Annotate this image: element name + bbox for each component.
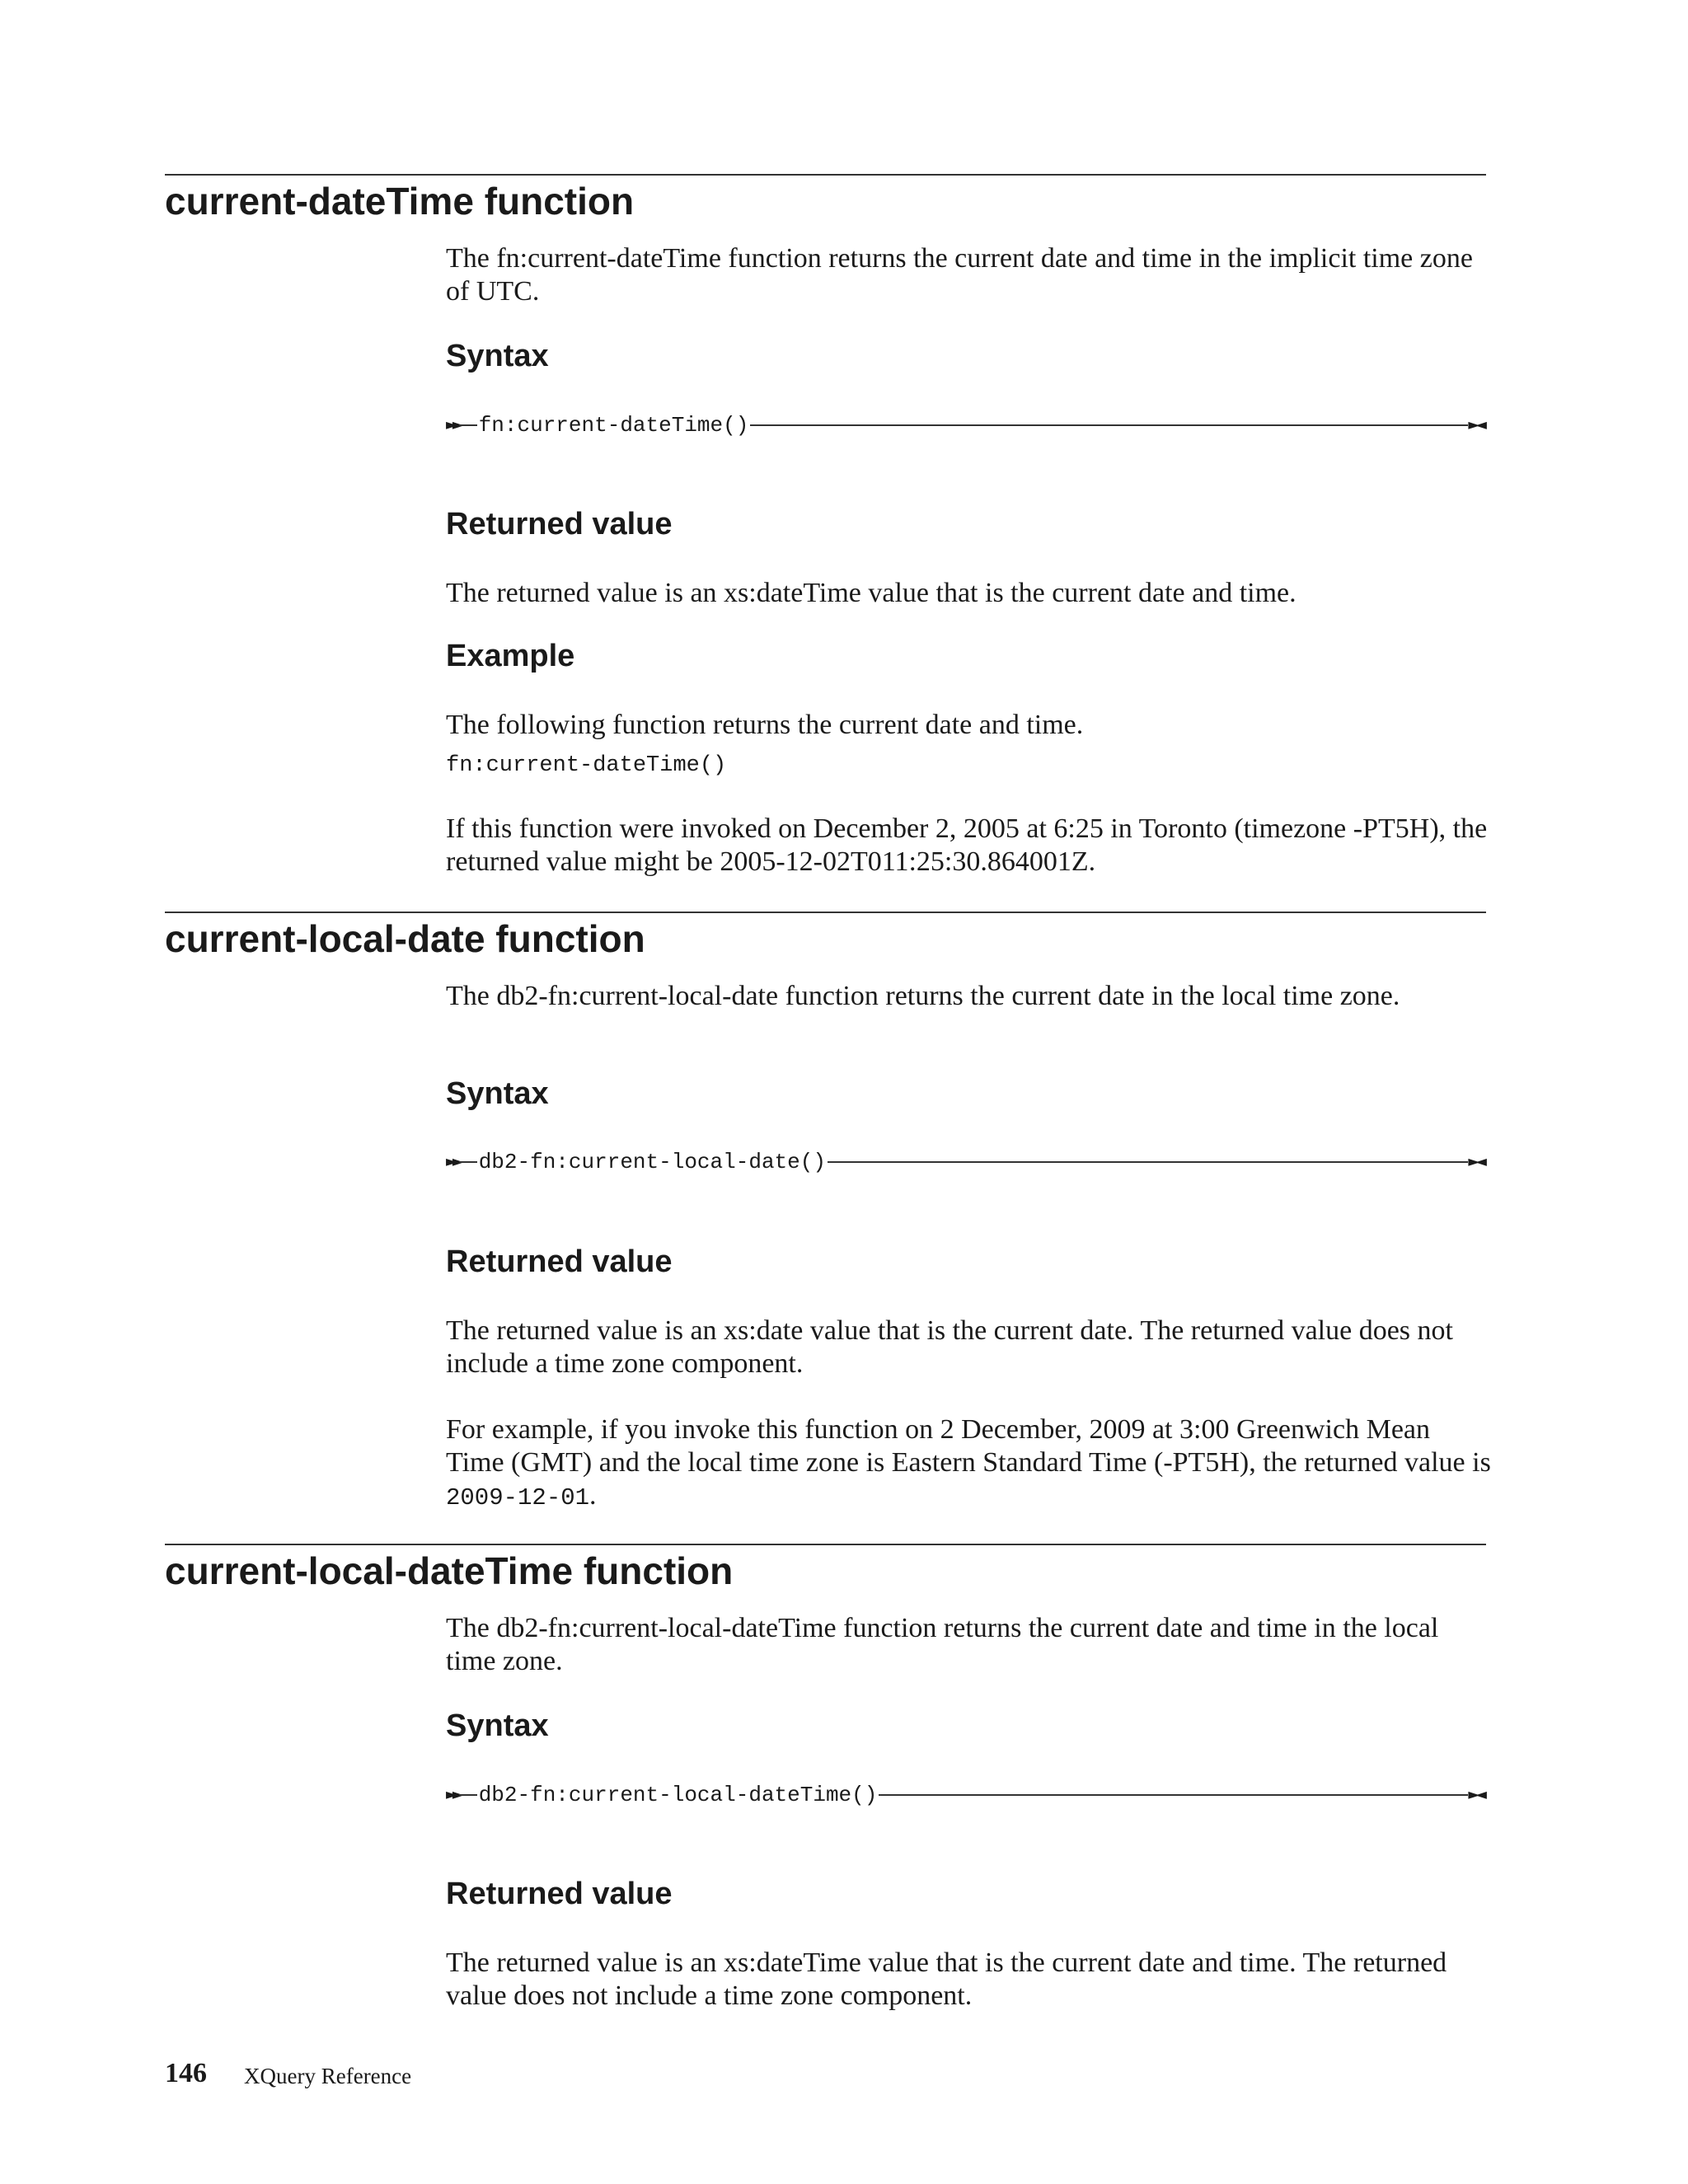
syntax-line [750,424,1468,426]
syntax-end-arrow: ►◄ [1468,416,1483,434]
syntax-function: fn:current-dateTime() [478,413,749,438]
returned-value-text: The returned value is an xs:dateTime value that is the current date and time. [446,578,1296,608]
section-intro: The db2-fn:current-local-dateTime function returns the current date and time in the local time zone. [446,1613,1439,1676]
syntax-line [459,1794,477,1796]
section-intro: The fn:current-dateTime function returns the current date and time in the implicit time zone of UTC. [446,243,1473,307]
syntax-end-arrow: ►◄ [1468,1786,1483,1803]
syntax-heading: Syntax [446,1076,549,1111]
section-title: current-local-dateTime function [165,1549,734,1592]
section-divider [165,174,1486,176]
section-title: current-dateTime function [165,180,635,223]
example-code: fn:current-dateTime() [446,753,727,778]
example-heading: Example [446,639,575,673]
returned-value-text: The returned value is an xs:date value that is the current date. The returned value does not include a time zone component. [446,1315,1453,1379]
syntax-line [879,1794,1468,1796]
book-title: XQuery Reference [244,2064,412,2088]
example-text [446,1413,1493,1515]
example-result: If this function were invoked on December 2, 2005 at 6:25 in Toronto (timezone -PT5H), the returned value might be 2005-12-02T011:25:30.864001Z. [446,813,1488,877]
section-divider [165,912,1486,913]
syntax-line [459,424,477,426]
returned-value-heading: Returned value [446,1877,673,1911]
syntax-heading: Syntax [446,1708,549,1743]
example-value: 2009-12-01 [446,1484,590,1511]
syntax-line [828,1161,1468,1163]
syntax-start-arrow: ►► [446,1153,459,1170]
example-text-suffix: . [589,1480,597,1511]
syntax-start-arrow: ►► [446,1786,459,1803]
returned-value-heading: Returned value [446,507,673,541]
syntax-line [459,1161,477,1163]
syntax-end-arrow: ►◄ [1468,1153,1483,1170]
syntax-diagram [446,1781,1488,1809]
syntax-diagram [446,1148,1488,1176]
returned-value-text: The returned value is an xs:dateTime value that is the current date and time. The returned value does not include a time zone component. [446,1947,1447,2011]
syntax-function: db2-fn:current-local-date() [478,1150,826,1174]
section-divider [165,1544,1486,1545]
section-intro: The db2-fn:current-local-date function returns the current date in the local time zone. [446,981,1400,1011]
returned-value-heading: Returned value [446,1244,673,1279]
syntax-function: db2-fn:current-local-dateTime() [478,1783,878,1807]
page-number: 146 [165,2058,207,2088]
syntax-heading: Syntax [446,339,549,373]
section-title: current-local-date function [165,917,645,960]
example-text-prefix: For example, if you invoke this function on 2 December, 2009 at 3:00 Greenwich Mean Time (GMT) and the local time zone is Eastern Standard Time (-PT5H), the returned value is [446,1414,1491,1478]
example-text: The following function returns the current date and time. [446,710,1084,740]
syntax-diagram [446,411,1488,439]
syntax-start-arrow: ►► [446,416,459,434]
